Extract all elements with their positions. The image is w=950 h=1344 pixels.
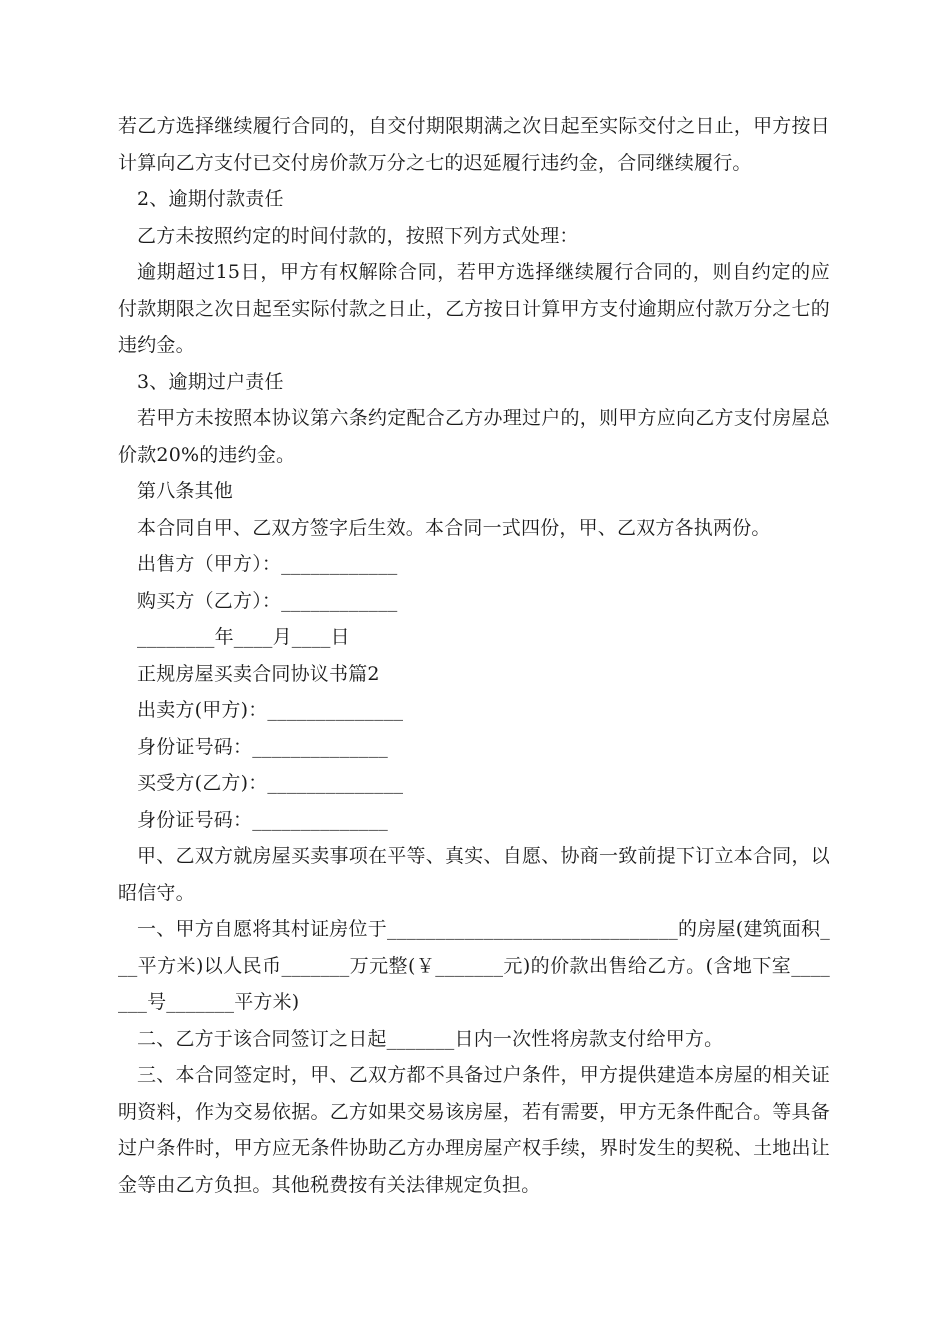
paragraph-1: 若乙方选择继续履行合同的，自交付期限期满之次日起至实际交付之日止，甲方按日计算向乙方支付已交付房价款万分之七的迟延履行违约金，合同继续履行。	[118, 115, 830, 174]
section-heading-overdue-payment: 2、逾期付款责任	[137, 188, 284, 210]
seller-signature-line: 出售方（甲方）：____________	[137, 553, 398, 575]
date-line: ________年____月____日	[137, 626, 350, 648]
paragraph-4: 逾期超过15日，甲方有权解除合同，若甲方选择继续履行合同的，则自约定的应付款期限之次日起至实际付款之日止，乙方按日计算甲方支付逾期应付款万分之七的违约金。	[118, 261, 830, 356]
paragraph-17: 甲、乙双方就房屋买卖事项在平等、真实、自愿、协商一致前提下订立本合同，以昭信守。	[118, 845, 830, 904]
document-body	[118, 108, 830, 1203]
buyer-id-line: 身份证号码：______________	[137, 808, 389, 831]
paragraph-3: 乙方未按照约定的时间付款的，按照下列方式处理：	[137, 224, 579, 247]
clause-one: 一、甲方自愿将其村证房位于______________________________的房屋(建筑面积___平方米)以人民币_______万元整(￥_______元)的价款出售给乙方。(含地下室_______号_______平方米)	[118, 918, 830, 1013]
section-heading-overdue-transfer: 3、逾期过户责任	[137, 370, 284, 393]
buyer-party-line: 买受方(乙方)：______________	[137, 772, 404, 794]
buyer-signature-line: 购买方（乙方）：____________	[137, 589, 398, 612]
paragraph-6: 若甲方未按照本协议第六条约定配合乙方办理过户的，则甲方应向乙方支付房屋总价款20%的违约金。	[118, 407, 830, 466]
seller-party-line: 出卖方(甲方)：______________	[137, 699, 404, 721]
paragraph-8: 本合同自甲、乙双方签字后生效。本合同一式四份，甲、乙双方各执两份。	[137, 516, 771, 539]
article-eight-heading: 第八条其他	[137, 480, 234, 502]
seller-id-line: 身份证号码：______________	[137, 735, 389, 758]
clause-two: 二、乙方于该合同签订之日起_______日内一次性将房款支付给甲方。	[137, 1027, 724, 1050]
clause-three: 三、本合同签定时，甲、乙双方都不具备过户条件，甲方提供建造本房屋的相关证明资料，作为交易依据。乙方如果交易该房屋，若有需要，甲方无条件配合。等具备过户条件时，甲方应无条件协助乙方办理房屋产权手续，界时发生的契税、土地出让金等由乙方负担。其他税费按有关法律规定负担。	[118, 1064, 830, 1196]
contract-2-title: 正规房屋买卖合同协议书篇2	[137, 662, 380, 685]
